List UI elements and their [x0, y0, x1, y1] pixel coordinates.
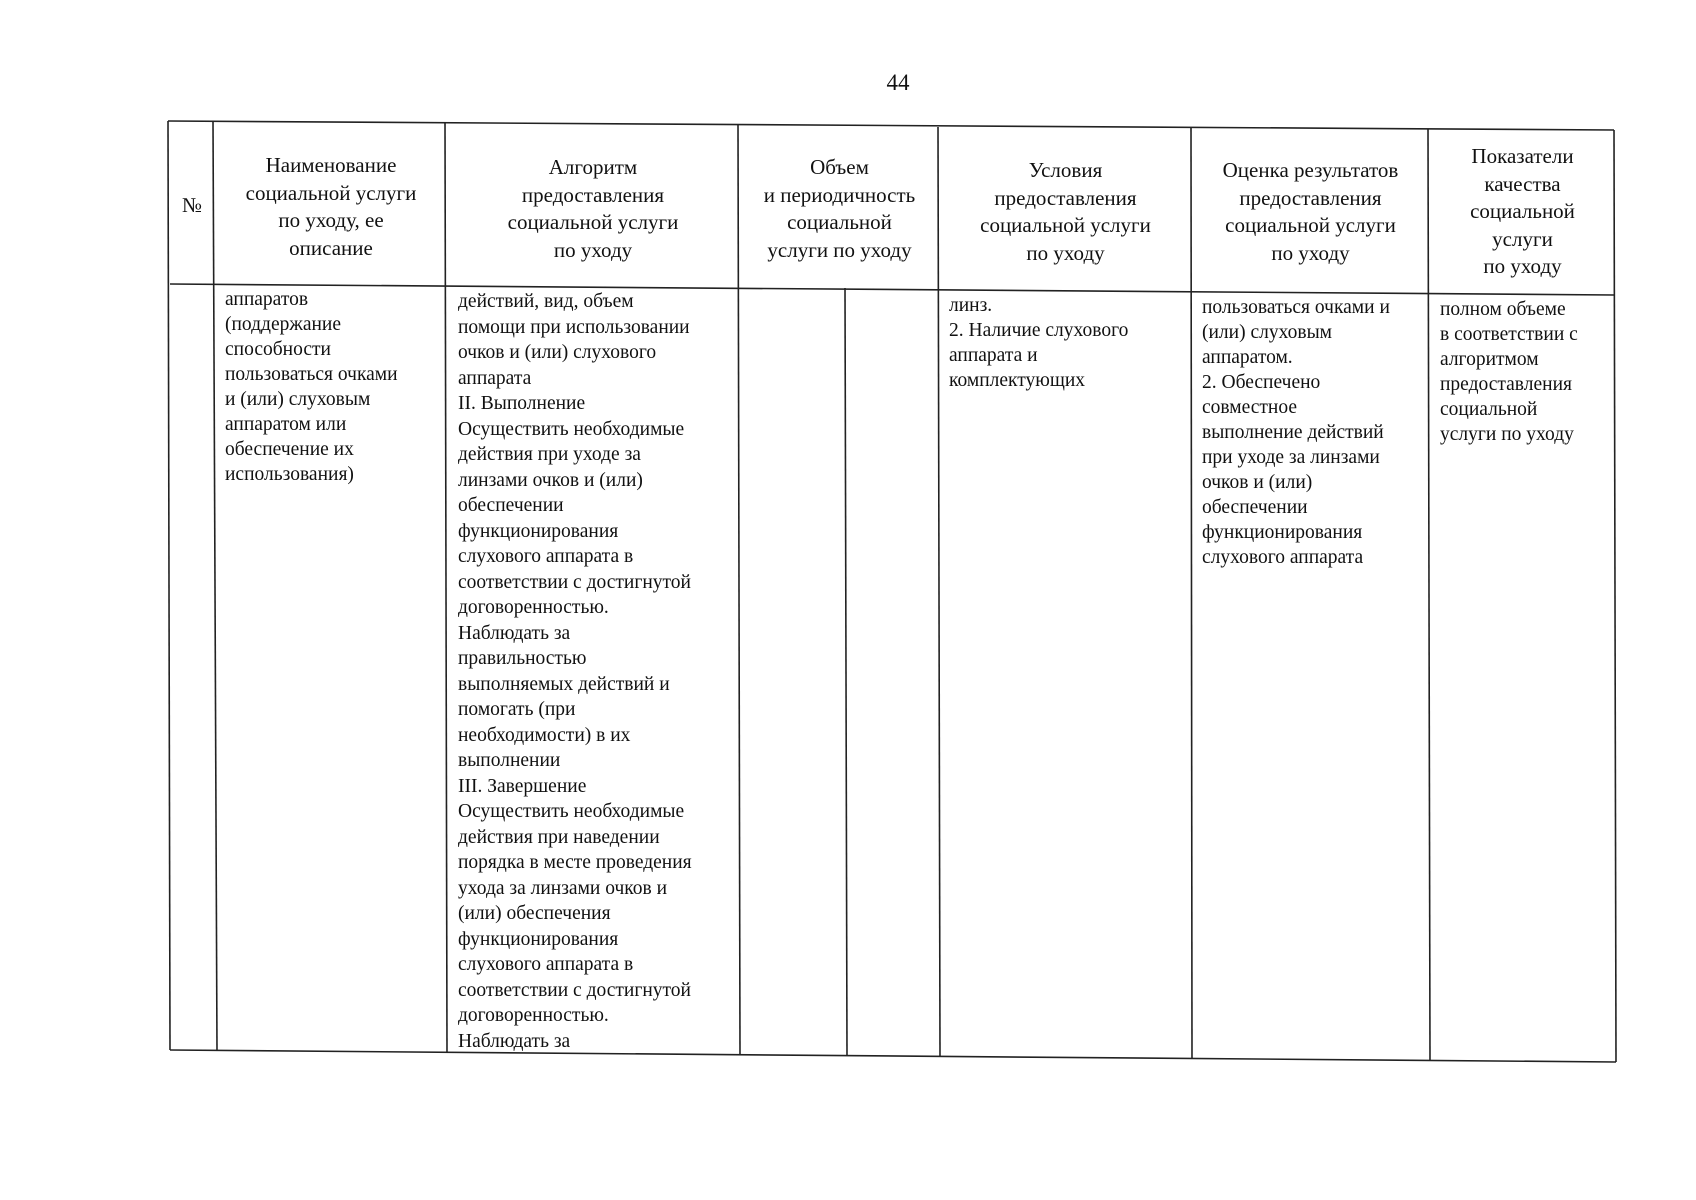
header-evaluation: Оценка результатов предоставления социальной услуги по уходу	[1222, 158, 1399, 265]
evaluation-cell: пользоваться очками и (или) слуховым аппаратом. 2. Обеспечено совместное выполнение действий при уходе за линзами очков и (или) обеспечении функционирования слухового аппарата	[1202, 297, 1390, 568]
page-number: 44	[886, 70, 910, 95]
quality-cell: полном объеме в соответствии с алгоритмом предоставления социальной услуги по уходу	[1440, 299, 1578, 445]
conditions-cell: линз. 2. Наличие слухового аппарата и комплектующих	[949, 295, 1129, 391]
header-algorithm: Алгоритм предоставления социальной услуги по уходу	[507, 155, 679, 262]
header-service-name: Наименование социальной услуги по уходу, ее описание	[245, 153, 417, 260]
col-divider-volume-inner	[845, 288, 847, 1056]
header-conditions: Условия предоставления социальной услуги по уходу	[980, 158, 1151, 265]
header-number: №	[181, 193, 203, 218]
service-name-cell: аппаратов (поддержание способности пользоваться очками и (или) слуховым аппаратом или обеспечение их использования)	[225, 289, 398, 485]
header-quality: Показатели качества социальной услуги по уходу	[1470, 144, 1575, 279]
header-volume: Объем и периодичность социальной услуги по уходу	[763, 155, 916, 262]
table-bottom-border	[170, 1050, 1616, 1062]
algorithm-cell: действий, вид, объем помощи при использовании очков и (или) слухового аппарата II. Выполнение Осуществить необходимые действия при уходе за линзами очков и (или) обеспечении функционирования слухового аппарата в соответствии с достигнутой договоренностью. Наблюдать за правильностью выполняемых действий и помогать (при необходимости) в их выполнении III. Завершение Осуществить необходимые действия при наведении порядка в месте проведения ухода за линзами очков и (или) обеспечения функционирования слухового аппарата в соответствии с достигнутой договоренностью. Наблюдать за	[458, 291, 692, 1052]
